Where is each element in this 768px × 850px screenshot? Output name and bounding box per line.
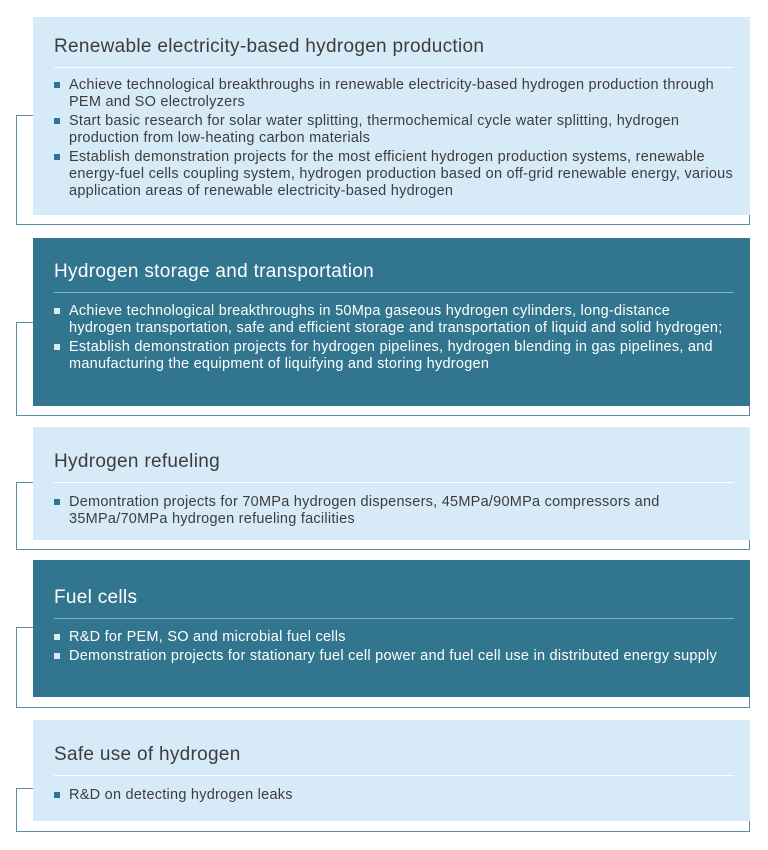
list-item bbox=[54, 303, 734, 337]
section-panel bbox=[33, 427, 750, 540]
list-item-text: Demontration projects for 70MPa hydrogen dispensers, 45MPa/90MPa compressors and 35MPa/70MPa hydrogen refueling facilities bbox=[69, 494, 660, 527]
bullet-list bbox=[54, 494, 734, 528]
square-bullet-icon bbox=[54, 118, 60, 124]
list-item bbox=[54, 339, 734, 373]
list-item-text: Achieve technological breakthroughs in 50Mpa gaseous hydrogen cylinders, long-distance hydrogen transportation, safe and efficient storage and transportation of liquid and solid hydrogen; bbox=[69, 303, 723, 336]
bullet-list bbox=[54, 629, 734, 665]
square-bullet-icon bbox=[54, 499, 60, 505]
section-title: Renewable electricity-based hydrogen production bbox=[54, 36, 734, 68]
list-item-text: Establish demonstration projects for hydrogen pipelines, hydrogen blending in gas pipelines, and manufacturing the equipment of liquifying and storing hydrogen bbox=[69, 339, 713, 372]
section-hydrogen-storage-transportation bbox=[16, 238, 750, 416]
square-bullet-icon bbox=[54, 634, 60, 640]
list-item-text: Demonstration projects for stationary fuel cell power and fuel cell use in distributed energy supply bbox=[69, 648, 718, 664]
list-item-text: R&D for PEM, SO and microbial fuel cells bbox=[69, 629, 346, 645]
list-item bbox=[54, 648, 734, 665]
list-item bbox=[54, 787, 734, 804]
section-title: Fuel cells bbox=[54, 587, 734, 619]
square-bullet-icon bbox=[54, 308, 60, 314]
bullet-list bbox=[54, 77, 734, 200]
section-panel bbox=[33, 560, 750, 697]
section-renewable-hydrogen-production bbox=[16, 17, 750, 225]
bullet-list bbox=[54, 303, 734, 373]
section-fuel-cells bbox=[16, 560, 750, 708]
section-panel bbox=[33, 17, 750, 215]
list-item bbox=[54, 149, 734, 200]
list-item-text: Achieve technological breakthroughs in renewable electricity-based hydrogen production through PEM and SO electrolyzers bbox=[69, 77, 714, 110]
list-item bbox=[54, 77, 734, 111]
section-title: Hydrogen storage and transportation bbox=[54, 261, 734, 293]
list-item bbox=[54, 629, 734, 646]
section-title: Safe use of hydrogen bbox=[54, 744, 734, 776]
section-safe-use-of-hydrogen bbox=[16, 720, 750, 832]
square-bullet-icon bbox=[54, 82, 60, 88]
list-item-text: Establish demonstration projects for the most efficient hydrogen production systems, renewable energy-fuel cells coupling system, hydrogen production based on off-grid renewable energy, various application areas of renewable electricity-based hydrogen bbox=[69, 149, 733, 199]
section-panel bbox=[33, 720, 750, 821]
square-bullet-icon bbox=[54, 344, 60, 350]
square-bullet-icon bbox=[54, 653, 60, 659]
list-item-text: Start basic research for solar water splitting, thermochemical cycle water splitting, hydrogen production from low-heating carbon materials bbox=[69, 113, 680, 146]
list-item bbox=[54, 494, 734, 528]
list-item-text: R&D on detecting hydrogen leaks bbox=[69, 787, 293, 803]
section-panel bbox=[33, 238, 750, 406]
section-title: Hydrogen refueling bbox=[54, 451, 734, 483]
square-bullet-icon bbox=[54, 154, 60, 160]
bullet-list bbox=[54, 787, 734, 804]
list-item bbox=[54, 113, 734, 147]
square-bullet-icon bbox=[54, 792, 60, 798]
section-hydrogen-refueling bbox=[16, 427, 750, 550]
